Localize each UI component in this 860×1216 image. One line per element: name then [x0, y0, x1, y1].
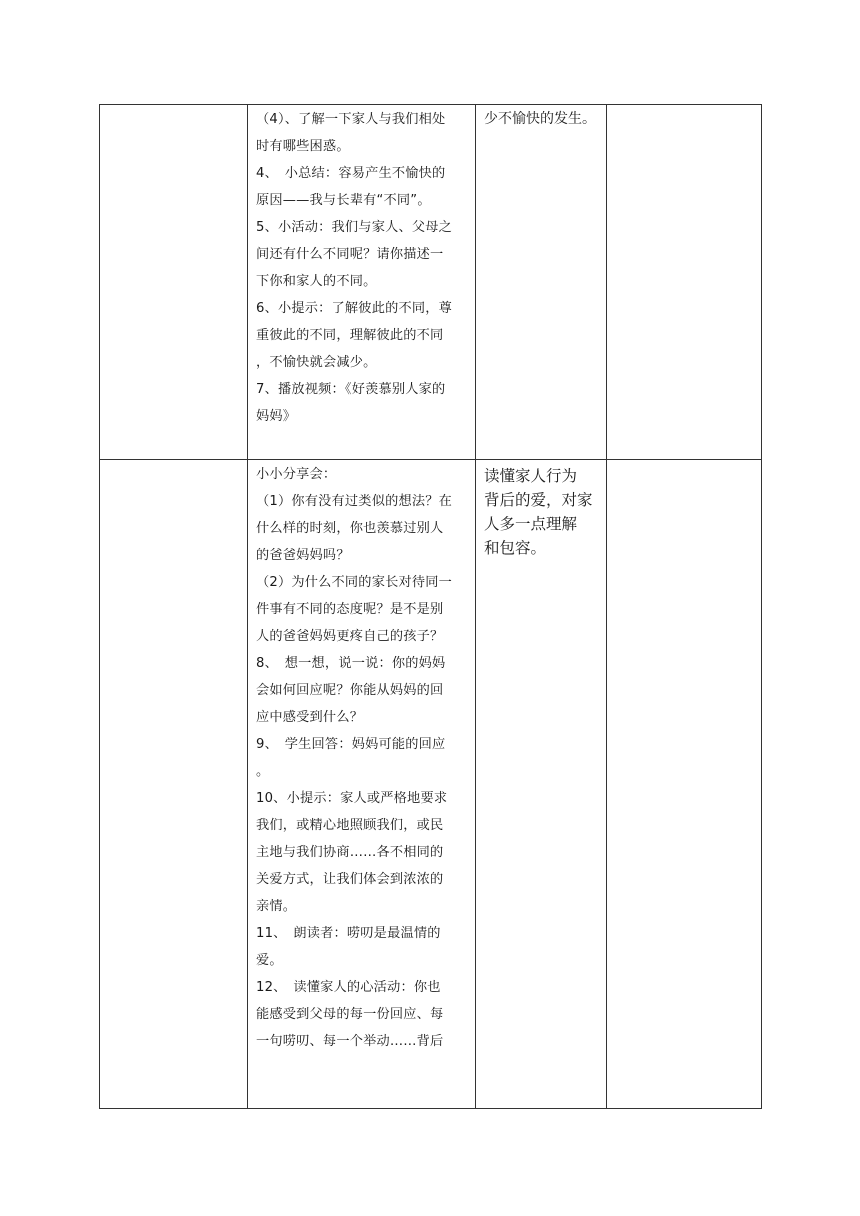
text-line: 我们，或精心地照顾我们，或民: [256, 818, 444, 833]
text-line: 重彼此的不同，理解彼此的不同: [256, 328, 444, 343]
text-line: 9、 学生回答：妈妈可能的回应: [256, 737, 446, 752]
text-line: 的爸爸妈妈吗？: [256, 548, 350, 563]
text-line: 亲情。: [256, 899, 297, 914]
text-line: 能感受到父母的每一份回应、每: [256, 1007, 444, 1022]
intent-cell: [476, 460, 607, 1109]
table-cell-empty: [100, 105, 248, 460]
text-line: 下你和家人的不同。: [256, 274, 377, 289]
intent-text: 少不愉快的发生。: [484, 111, 596, 127]
lesson-plan-table: [99, 104, 762, 1109]
text-line: 关爱方式，让我们体会到浓浓的: [256, 872, 444, 887]
text-line: 一句唠叨、每一个举动……背后: [256, 1034, 444, 1049]
text-line: （4）、了解一下家人与我们相处: [256, 112, 446, 127]
text-line: 5、小活动：我们与家人、父母之: [256, 220, 453, 235]
table-cell-empty: [100, 460, 248, 1109]
text-line: 小小分享会：: [256, 467, 337, 482]
table-cell-empty: [607, 105, 762, 460]
text-line: 间还有什么不同呢？请你描述一: [256, 247, 444, 262]
text-line: 8、 想一想，说一说：你的妈妈: [256, 656, 446, 671]
intent-text: [476, 460, 606, 560]
activity-cell: [248, 105, 476, 460]
text-line: 6、小提示：了解彼此的不同，尊: [256, 301, 453, 316]
activity-cell: [248, 460, 476, 1109]
text-line: （1）你有没有过类似的想法？在: [256, 494, 453, 509]
text-line: 应中感受到什么？: [256, 710, 364, 725]
text-line: 什么样的时刻，你也羡慕过别人: [256, 521, 444, 536]
table-row: [100, 105, 762, 460]
table-row: [100, 460, 762, 1109]
text-line: 件事有不同的态度呢？是不是别: [256, 602, 444, 617]
activity-text: [248, 105, 475, 430]
text-line: 和包容。: [484, 539, 547, 557]
table-cell-empty: [607, 460, 762, 1109]
text-line: 人多一点理解: [484, 515, 578, 533]
text-line: 12、 读懂家人的心活动：你也: [256, 980, 441, 995]
text-line: 7、播放视频：《好羡慕别人家的: [256, 382, 446, 397]
text-line: 10、小提示：家人或严格地要求: [256, 791, 448, 806]
text-line: 11、 朗读者：唠叨是最温情的: [256, 926, 441, 941]
text-line: （2）为什么不同的家长对待同一: [256, 575, 453, 590]
activity-text: [248, 460, 475, 1055]
text-line: 主地与我们协商……各不相同的: [256, 845, 444, 860]
text-line: 人的爸爸妈妈更疼自己的孩子？: [256, 629, 444, 644]
text-line: 读懂家人行为: [484, 467, 578, 485]
text-line: 原因——我与长辈有“不同”。: [256, 193, 431, 208]
text-line: 爱。: [256, 953, 283, 968]
text-line: 背后的爱，对家: [484, 491, 593, 509]
text-line: 妈妈》: [256, 409, 297, 424]
text-line: 4、 小总结：容易产生不愉快的: [256, 166, 446, 181]
text-line: 。: [256, 764, 270, 779]
text-line: ，不愉快就会减少。: [256, 355, 377, 370]
text-line: 时有哪些困惑。: [256, 139, 350, 154]
text-line: 会如何回应呢？你能从妈妈的回: [256, 683, 444, 698]
intent-cell: [476, 105, 607, 460]
